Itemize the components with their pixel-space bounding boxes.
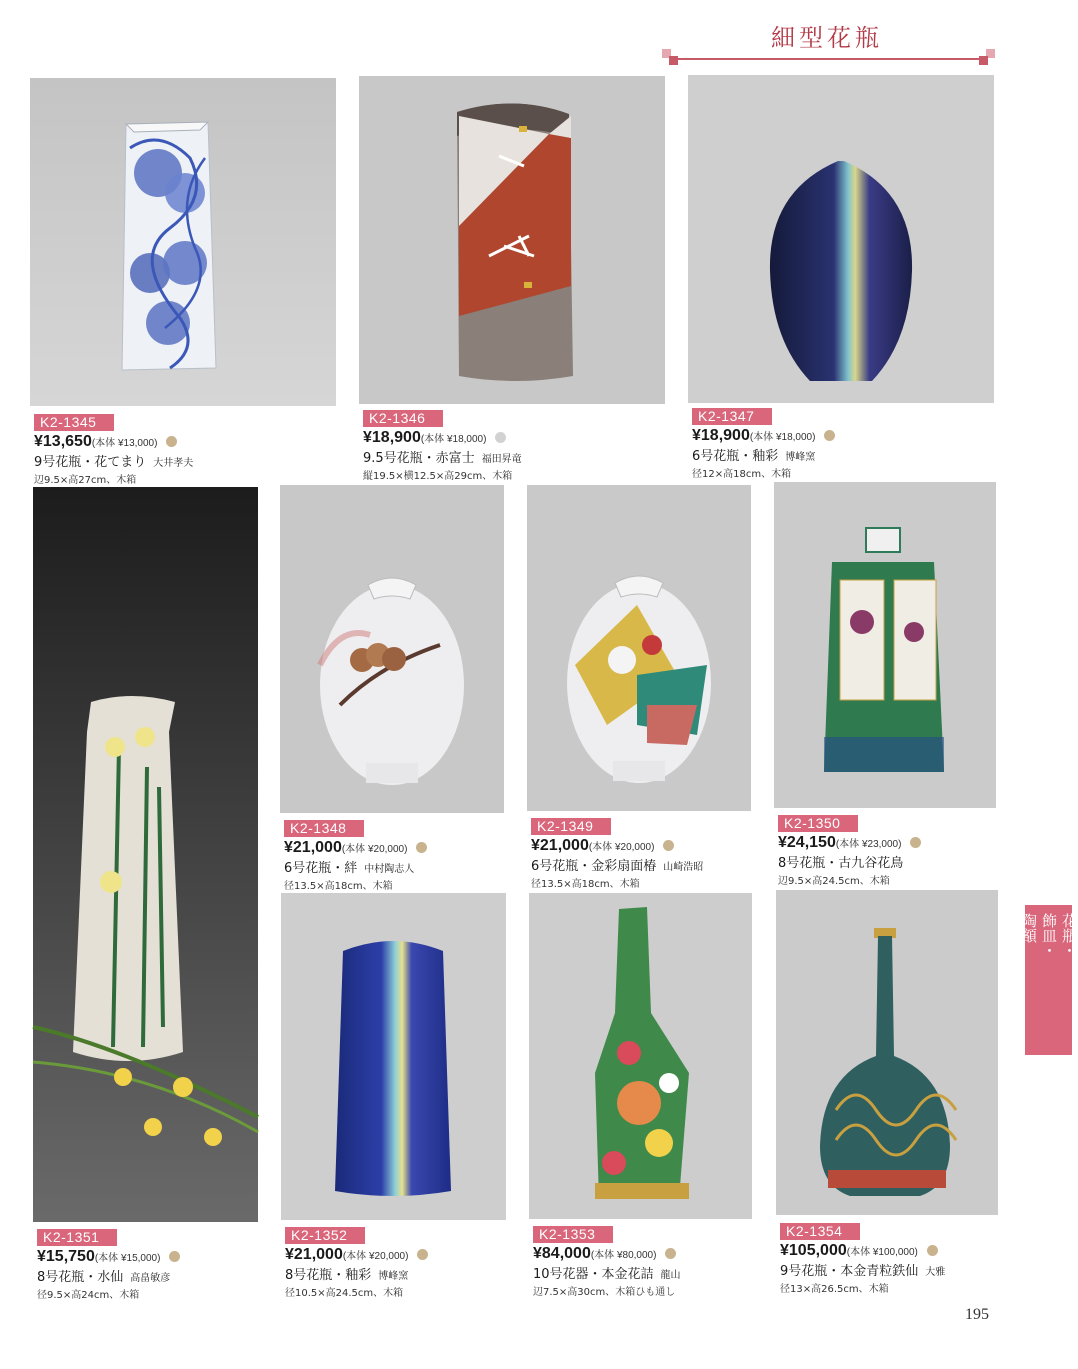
product-photo[interactable] [527, 485, 751, 811]
product-spec: 径10.5×高24.5cm、木箱 [285, 1288, 404, 1299]
rule-ornament-left-2 [669, 56, 678, 65]
product-price: ¥13,650 [34, 433, 92, 450]
price-line [778, 833, 921, 855]
product-code-tag: K2-1349 [531, 818, 611, 835]
product-info [778, 813, 921, 889]
product-spec: 径13×高26.5cm、木箱 [780, 1284, 889, 1295]
product-price: ¥18,900 [692, 427, 750, 444]
product-name: 9.5号花瓶・赤富士 [363, 451, 475, 466]
page-number: 195 [965, 1306, 989, 1323]
category-dot-icon [927, 1245, 938, 1256]
product-code-tag: K2-1347 [692, 408, 772, 425]
category-dot-icon [663, 840, 674, 851]
product-base-price: (本体 ¥18,000) [420, 434, 487, 445]
name-line [780, 1263, 945, 1282]
product-code-tag: K2-1351 [37, 1229, 117, 1246]
product-base-price: (本体 ¥18,000) [749, 432, 816, 443]
price-line [363, 428, 522, 450]
page-header [660, 18, 995, 68]
product-price: ¥18,900 [363, 429, 421, 446]
product-photo[interactable] [359, 76, 665, 404]
product-k2-1346[interactable] [359, 76, 669, 486]
product-base-price: (本体 ¥15,000) [94, 1253, 161, 1264]
product-base-price: (本体 ¥20,000) [342, 1251, 409, 1262]
product-code-tag: K2-1353 [533, 1226, 613, 1243]
product-name: 6号花瓶・絆 [284, 861, 358, 876]
side-tab-label-1: 花瓶・ [1060, 913, 1078, 958]
product-base-price: (本体 ¥100,000) [846, 1247, 918, 1258]
product-k2-1348[interactable] [280, 485, 510, 895]
product-photo[interactable] [774, 482, 996, 808]
price-line [780, 1241, 945, 1263]
product-base-price: (本体 ¥80,000) [590, 1250, 657, 1261]
product-info [533, 1224, 681, 1300]
price-line [37, 1247, 180, 1269]
product-price: ¥105,000 [780, 1242, 847, 1259]
category-dot-icon [910, 837, 921, 848]
category-dot-icon [824, 430, 835, 441]
product-k2-1347[interactable] [688, 75, 998, 485]
product-base-price: (本体 ¥23,000) [835, 839, 902, 850]
product-maker: 博峰窯 [378, 1271, 409, 1282]
name-line [363, 450, 522, 469]
category-dot-icon [169, 1251, 180, 1262]
product-k2-1353[interactable] [529, 893, 759, 1303]
category-dot-icon [495, 432, 506, 443]
product-info [780, 1221, 945, 1297]
product-photo[interactable] [30, 78, 336, 406]
category-dot-icon [416, 842, 427, 853]
product-maker: 博峰窯 [785, 452, 816, 463]
section-title: 細型花瓶 [771, 24, 883, 52]
product-code-tag: K2-1348 [284, 820, 364, 837]
product-price: ¥84,000 [533, 1245, 591, 1262]
product-base-price: (本体 ¥20,000) [341, 844, 408, 855]
product-spec: 辺9.5×高24.5cm、木箱 [778, 876, 890, 887]
product-photo[interactable] [280, 485, 504, 813]
product-name: 6号花瓶・釉彩 [692, 449, 779, 464]
product-info [34, 412, 193, 488]
product-maker: 福田昇竜 [481, 454, 522, 465]
product-code-tag: K2-1352 [285, 1227, 365, 1244]
product-spec: 辺9.5×高27cm、木箱 [34, 475, 137, 486]
product-name: 9号花瓶・花てまり [34, 455, 147, 470]
category-side-tab[interactable] [1020, 905, 1078, 1055]
product-spec: 径13.5×高18cm、木箱 [284, 881, 393, 892]
category-dot-icon [417, 1249, 428, 1260]
name-line [531, 858, 703, 877]
product-k2-1345[interactable] [30, 78, 340, 488]
product-k2-1349[interactable] [527, 485, 757, 895]
price-line [34, 432, 193, 454]
product-spec: 径12×高18cm、木箱 [692, 469, 792, 480]
product-info [692, 406, 835, 482]
price-line [692, 426, 835, 448]
product-price: ¥21,000 [284, 839, 342, 856]
product-maker: 龍山 [660, 1270, 681, 1281]
category-dot-icon [665, 1248, 676, 1259]
product-price: ¥21,000 [285, 1246, 343, 1263]
product-photo[interactable] [776, 890, 998, 1215]
product-maker: 中村陶志人 [364, 864, 415, 875]
product-info [37, 1227, 180, 1303]
price-line [284, 838, 427, 860]
name-line [284, 860, 427, 879]
product-maker: 大井孝夫 [153, 458, 194, 469]
price-line [531, 836, 703, 858]
price-line [533, 1244, 681, 1266]
name-line [692, 448, 835, 467]
product-base-price: (本体 ¥20,000) [588, 842, 655, 853]
product-info [363, 408, 522, 484]
name-line [533, 1266, 681, 1285]
product-name: 9号花瓶・本金青粒鉄仙 [780, 1264, 919, 1279]
product-maker: 高畠敏彦 [130, 1273, 171, 1284]
product-code-tag: K2-1350 [778, 815, 858, 832]
rule-ornament-right-2 [979, 56, 988, 65]
product-info [531, 816, 703, 892]
product-spec: 径13.5×高18cm、木箱 [531, 879, 640, 890]
side-tab-label-2: 飾皿・ [1040, 913, 1058, 958]
category-dot-icon [166, 436, 177, 447]
product-price: ¥24,150 [778, 834, 836, 851]
product-maker: 山崎浩昭 [663, 862, 704, 873]
product-name: 8号花瓶・水仙 [37, 1270, 124, 1285]
product-base-price: (本体 ¥13,000) [91, 438, 158, 449]
product-code-tag: K2-1346 [363, 410, 443, 427]
product-name: 8号花瓶・釉彩 [285, 1268, 372, 1283]
product-info [285, 1225, 428, 1301]
product-maker: 大雅 [925, 1267, 946, 1278]
product-name: 10号花器・本金花詰 [533, 1267, 654, 1282]
side-tab-label-3: 陶額 [1020, 913, 1038, 943]
product-photo[interactable] [33, 487, 258, 1222]
product-code-tag: K2-1354 [780, 1223, 860, 1240]
product-code-tag: K2-1345 [34, 414, 114, 431]
product-k2-1352[interactable] [281, 893, 511, 1303]
name-line [37, 1269, 180, 1288]
product-name: 6号花瓶・金彩扇面椿 [531, 859, 657, 874]
product-k2-1350[interactable] [774, 482, 1004, 892]
product-spec: 辺7.5×高30cm、木箱ひも通し [533, 1287, 676, 1298]
header-rule [672, 58, 987, 60]
name-line [778, 855, 921, 874]
name-line [285, 1267, 428, 1286]
product-photo[interactable] [281, 893, 506, 1220]
product-price: ¥21,000 [531, 837, 589, 854]
price-line [285, 1245, 428, 1267]
product-photo[interactable] [529, 893, 752, 1219]
product-k2-1354[interactable] [776, 890, 1006, 1300]
product-k2-1351[interactable] [33, 487, 273, 1302]
product-name: 8号花瓶・古九谷花鳥 [778, 856, 904, 871]
product-info [284, 818, 427, 894]
name-line [34, 454, 193, 473]
product-photo[interactable] [688, 75, 994, 403]
product-price: ¥15,750 [37, 1248, 95, 1265]
product-spec: 縦19.5×横12.5×高29cm、木箱 [363, 471, 513, 482]
product-spec: 径9.5×高24cm、木箱 [37, 1290, 140, 1301]
